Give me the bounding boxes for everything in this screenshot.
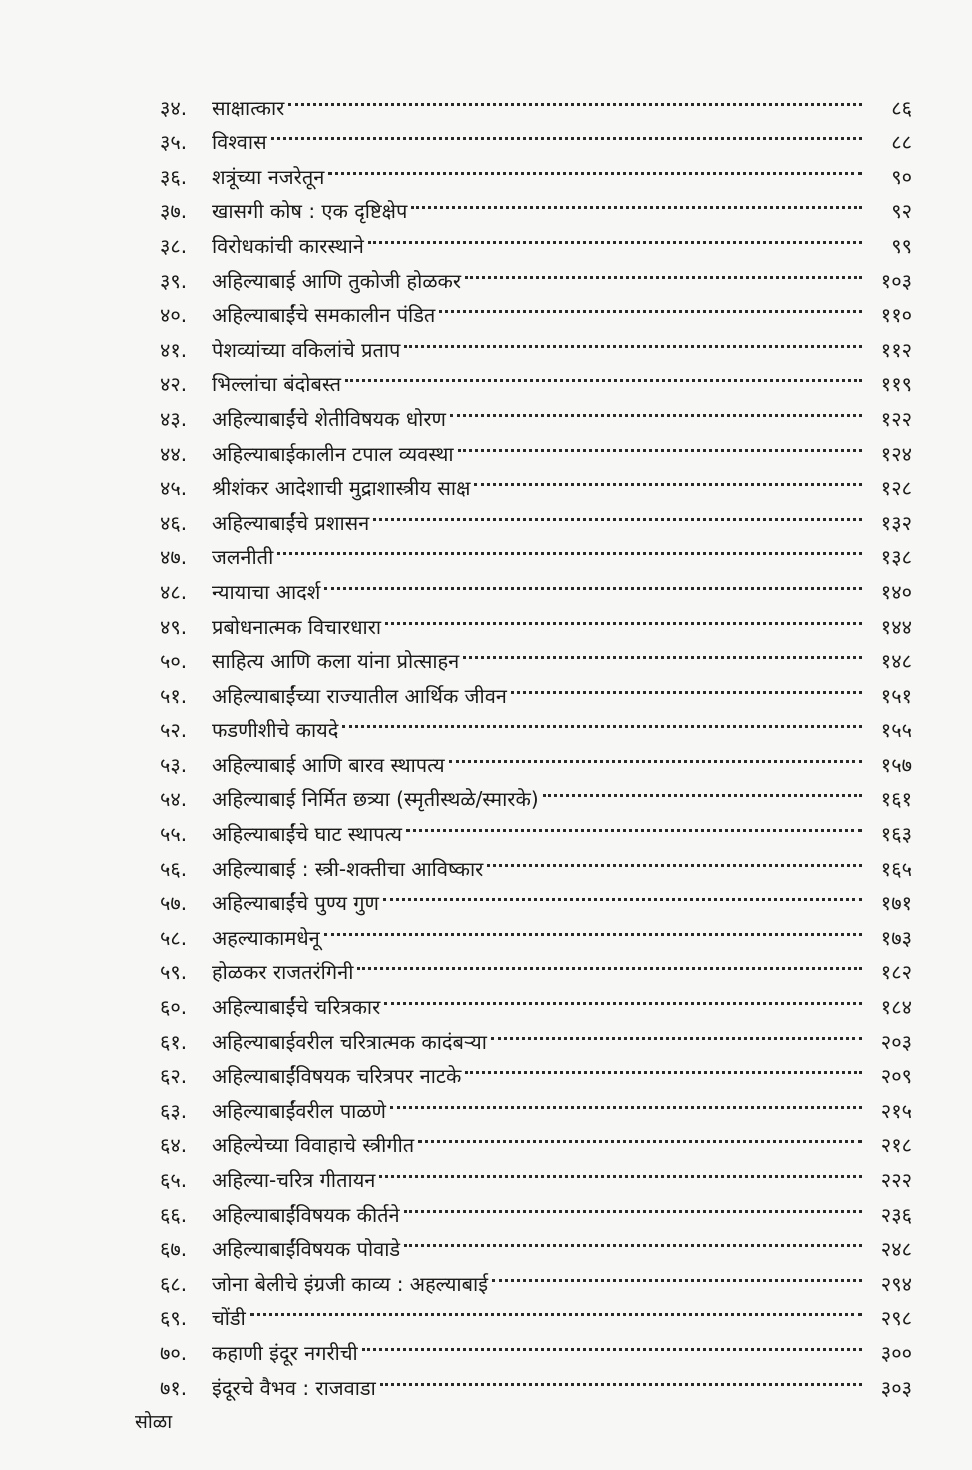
dot-leader <box>383 876 862 911</box>
chapter-page-number: २०९ <box>880 1064 912 1089</box>
dot-leader <box>474 461 862 496</box>
dot-leader <box>465 1049 862 1084</box>
chapter-page-number: १६३ <box>880 822 912 847</box>
chapter-number: ३८. <box>160 233 188 258</box>
dot-leader <box>380 1360 862 1395</box>
chapter-number: ४६. <box>160 510 188 535</box>
chapter-page-number: १२२ <box>880 406 912 431</box>
chapter-page-number: १६५ <box>880 856 912 881</box>
dot-leader <box>450 391 862 426</box>
chapter-page-number: १७१ <box>880 891 912 916</box>
chapter-number: ४२. <box>160 372 188 397</box>
chapter-title: अहिल्याबाईंचे शेतीविषयक धोरण <box>212 406 446 431</box>
chapter-page-number: १५१ <box>880 683 912 708</box>
chapter-number: ४३. <box>160 406 188 431</box>
chapter-title: भिल्लांचा बंदोबस्त <box>212 372 342 397</box>
dot-leader <box>404 1187 862 1222</box>
chapter-title: अहिल्येच्या विवाहाचे स्त्रीगीत <box>212 1133 415 1158</box>
dot-leader <box>384 979 862 1014</box>
chapter-number: ५७. <box>160 891 188 916</box>
chapter-number: ४५. <box>160 476 188 501</box>
chapter-page-number: १०३ <box>880 268 912 293</box>
chapter-number: ४८. <box>160 579 188 604</box>
chapter-title: अहिल्या-चरित्र गीतायन <box>212 1168 376 1192</box>
chapter-number: ५४. <box>160 787 188 812</box>
dot-leader <box>277 530 862 565</box>
table-of-contents <box>160 80 912 1400</box>
chapter-page-number: ३०० <box>880 1340 912 1365</box>
chapter-title: अहिल्याबाईंचे पुण्य गुण <box>212 891 380 916</box>
chapter-title: इंदूरचे वैभव : राजवाडा <box>212 1375 376 1400</box>
chapter-number: ४९. <box>160 614 188 639</box>
chapter-page-number: १७३ <box>880 925 912 950</box>
dot-leader <box>449 737 862 772</box>
chapter-page-number: १४४ <box>880 614 912 639</box>
dot-leader <box>271 115 862 150</box>
chapter-page-number: २२२ <box>880 1168 912 1192</box>
chapter-page-number: १८२ <box>880 960 912 985</box>
chapter-number: ४१. <box>160 337 188 362</box>
chapter-title: अहिल्याबाई : स्त्री-शक्तीचा आविष्कार <box>212 856 484 881</box>
chapter-number: ६६. <box>160 1202 188 1227</box>
dot-leader <box>458 426 862 461</box>
chapter-page-number: २१८ <box>880 1133 912 1158</box>
dot-leader <box>250 1291 862 1326</box>
chapter-page-number: ११९ <box>880 372 912 397</box>
dot-leader <box>463 634 862 669</box>
chapter-page-number: ८६ <box>891 95 912 120</box>
chapter-page-number: १८४ <box>880 995 912 1020</box>
chapter-title: अहिल्याबाईंचे चरित्रकार <box>212 995 381 1020</box>
chapter-title: विश्वास <box>212 130 267 155</box>
chapter-number: ५९. <box>160 960 188 985</box>
chapter-page-number: १३२ <box>880 510 912 535</box>
dot-leader <box>404 1222 862 1257</box>
dot-leader <box>465 253 862 288</box>
chapter-page-number: २३६ <box>880 1202 912 1227</box>
chapter-number: ४४. <box>160 441 188 466</box>
chapter-page-number: ८८ <box>891 130 912 155</box>
dot-leader <box>385 599 862 634</box>
chapter-title: पेशव्यांच्या वकिलांचे प्रताप <box>212 337 401 362</box>
chapter-number: ६७. <box>160 1237 188 1262</box>
chapter-title: अहिल्याबाईकालीन टपाल व्यवस्था <box>212 441 454 466</box>
toc-entry <box>160 1291 912 1331</box>
dot-leader <box>543 772 862 807</box>
chapter-page-number: १४० <box>880 579 912 604</box>
chapter-number: ५६. <box>160 856 188 881</box>
chapter-title: शत्रूंच्या नजरेतून <box>212 164 325 189</box>
chapter-page-number: १३८ <box>880 545 912 570</box>
chapter-title: अहिल्याबाईंचे घाट स्थापत्य <box>212 822 403 847</box>
chapter-title: अहिल्याबाई आणि बारव स्थापत्य <box>212 752 445 777</box>
chapter-number: ५८. <box>160 925 188 950</box>
chapter-number: ६०. <box>160 995 188 1020</box>
chapter-page-number: २०३ <box>880 1029 912 1054</box>
chapter-number: ६८. <box>160 1271 188 1296</box>
chapter-title: जलनीती <box>212 545 274 570</box>
toc-entry <box>160 115 912 155</box>
chapter-page-number: २४८ <box>880 1237 912 1262</box>
chapter-number: ५२. <box>160 718 188 743</box>
dot-leader <box>439 288 862 323</box>
dot-leader <box>288 80 862 115</box>
dot-leader <box>345 357 862 392</box>
chapter-title: अहिल्याबाई निर्मित छत्र्या (स्मृतीस्थळे/स्मारके) <box>212 787 539 812</box>
chapter-title: अहिल्याबाईंविषयक चरित्रपर नाटके <box>212 1064 462 1089</box>
dot-leader <box>357 945 862 980</box>
chapter-page-number: १५५ <box>880 718 912 743</box>
chapter-title: साहित्य आणि कला यांना प्रोत्साहन <box>212 649 460 674</box>
toc-entry <box>160 1325 912 1365</box>
chapter-title: न्यायाचा आदर्श <box>212 579 321 604</box>
chapter-title: अहल्याकामधेनू <box>212 925 320 950</box>
chapter-title: अहिल्याबाईंविषयक पोवाडे <box>212 1237 401 1262</box>
dot-leader <box>418 1118 862 1153</box>
toc-entry <box>160 80 912 120</box>
chapter-number: ६३. <box>160 1098 188 1123</box>
chapter-title: अहिल्याबाईंवरील पाळणे <box>212 1098 387 1123</box>
chapter-page-number: ९९ <box>891 233 912 258</box>
chapter-number: ६२. <box>160 1064 188 1089</box>
chapter-title: विरोधकांची कारस्थाने <box>212 233 364 258</box>
chapter-title: फडणीशीचे कायदे <box>212 718 339 743</box>
dot-leader <box>390 1083 862 1118</box>
chapter-page-number: १४८ <box>880 649 912 674</box>
chapter-title: अहिल्याबाईंच्या राज्यातील आर्थिक जीवन <box>212 683 507 708</box>
chapter-number: ७१. <box>160 1375 188 1400</box>
chapter-number: ६५. <box>160 1168 188 1192</box>
chapter-number: ३९. <box>160 268 188 293</box>
dot-leader <box>492 1256 862 1291</box>
chapter-page-number: ११२ <box>880 337 912 362</box>
chapter-page-number: २९४ <box>880 1271 912 1296</box>
chapter-number: ५३. <box>160 752 188 777</box>
dot-leader <box>491 1014 862 1049</box>
chapter-title: अहिल्याबाईंचे समकालीन पंडित <box>212 303 436 328</box>
chapter-title: अहिल्याबाईंविषयक कीर्तने <box>212 1202 400 1227</box>
chapter-number: ४०. <box>160 303 188 328</box>
chapter-number: ५१. <box>160 683 188 708</box>
dot-leader <box>379 1152 862 1187</box>
chapter-page-number: २१५ <box>880 1098 912 1123</box>
chapter-title: चोंडी <box>212 1306 246 1331</box>
chapter-title: अहिल्याबाईंचे प्रशासन <box>212 510 370 535</box>
chapter-page-number: ११० <box>880 303 912 328</box>
chapter-title: खासगी कोष : एक दृष्टिक्षेप <box>212 199 408 224</box>
dot-leader <box>411 184 862 219</box>
dot-leader <box>324 910 862 945</box>
chapter-title: जोना बेलीचे इंग्रजी काव्य : अहल्याबाई <box>212 1271 489 1296</box>
dot-leader <box>511 668 862 703</box>
chapter-page-number: १२८ <box>880 476 912 501</box>
dot-leader <box>404 322 862 357</box>
dot-leader <box>362 1325 862 1360</box>
chapter-number: ६१. <box>160 1029 188 1054</box>
chapter-page-number: ९० <box>891 164 912 189</box>
dot-leader <box>328 149 862 184</box>
chapter-number: ७०. <box>160 1340 188 1365</box>
chapter-title: श्रीशंकर आदेशाची मुद्राशास्त्रीय साक्ष <box>212 476 471 501</box>
chapter-page-number: २९८ <box>880 1306 912 1331</box>
chapter-number: ३७. <box>160 199 188 224</box>
chapter-title: अहिल्याबाईवरील चरित्रात्मक कादंबऱ्या <box>212 1029 487 1054</box>
chapter-title: कहाणी इंदूर नगरीची <box>212 1340 358 1365</box>
chapter-number: ६४. <box>160 1133 188 1158</box>
chapter-page-number: ९२ <box>891 199 912 224</box>
toc-entry <box>160 149 912 189</box>
dot-leader <box>487 841 862 876</box>
dot-leader <box>324 564 862 599</box>
chapter-page-number: १२४ <box>880 441 912 466</box>
chapter-number: ५५. <box>160 822 188 847</box>
chapter-title: प्रबोधनात्मक विचारधारा <box>212 614 382 639</box>
chapter-title: होळकर राजतरंगिनी <box>212 960 354 985</box>
page-number-footer: सोळा <box>135 1411 173 1433</box>
chapter-number: ३४. <box>160 95 188 120</box>
dot-leader <box>373 495 862 530</box>
chapter-title: साक्षात्कार <box>212 95 285 120</box>
chapter-page-number: १६१ <box>880 787 912 812</box>
chapter-number: ३५. <box>160 130 188 155</box>
chapter-page-number: ३०३ <box>880 1375 912 1400</box>
chapter-number: ५०. <box>160 649 188 674</box>
chapter-number: ४७. <box>160 545 188 570</box>
chapter-page-number: १५७ <box>880 752 912 777</box>
dot-leader <box>342 703 862 738</box>
chapter-title: अहिल्याबाई आणि तुकोजी होळकर <box>212 268 462 293</box>
dot-leader <box>368 218 862 253</box>
chapter-number: ६९. <box>160 1306 188 1331</box>
dot-leader <box>406 806 862 841</box>
chapter-number: ३६. <box>160 164 188 189</box>
